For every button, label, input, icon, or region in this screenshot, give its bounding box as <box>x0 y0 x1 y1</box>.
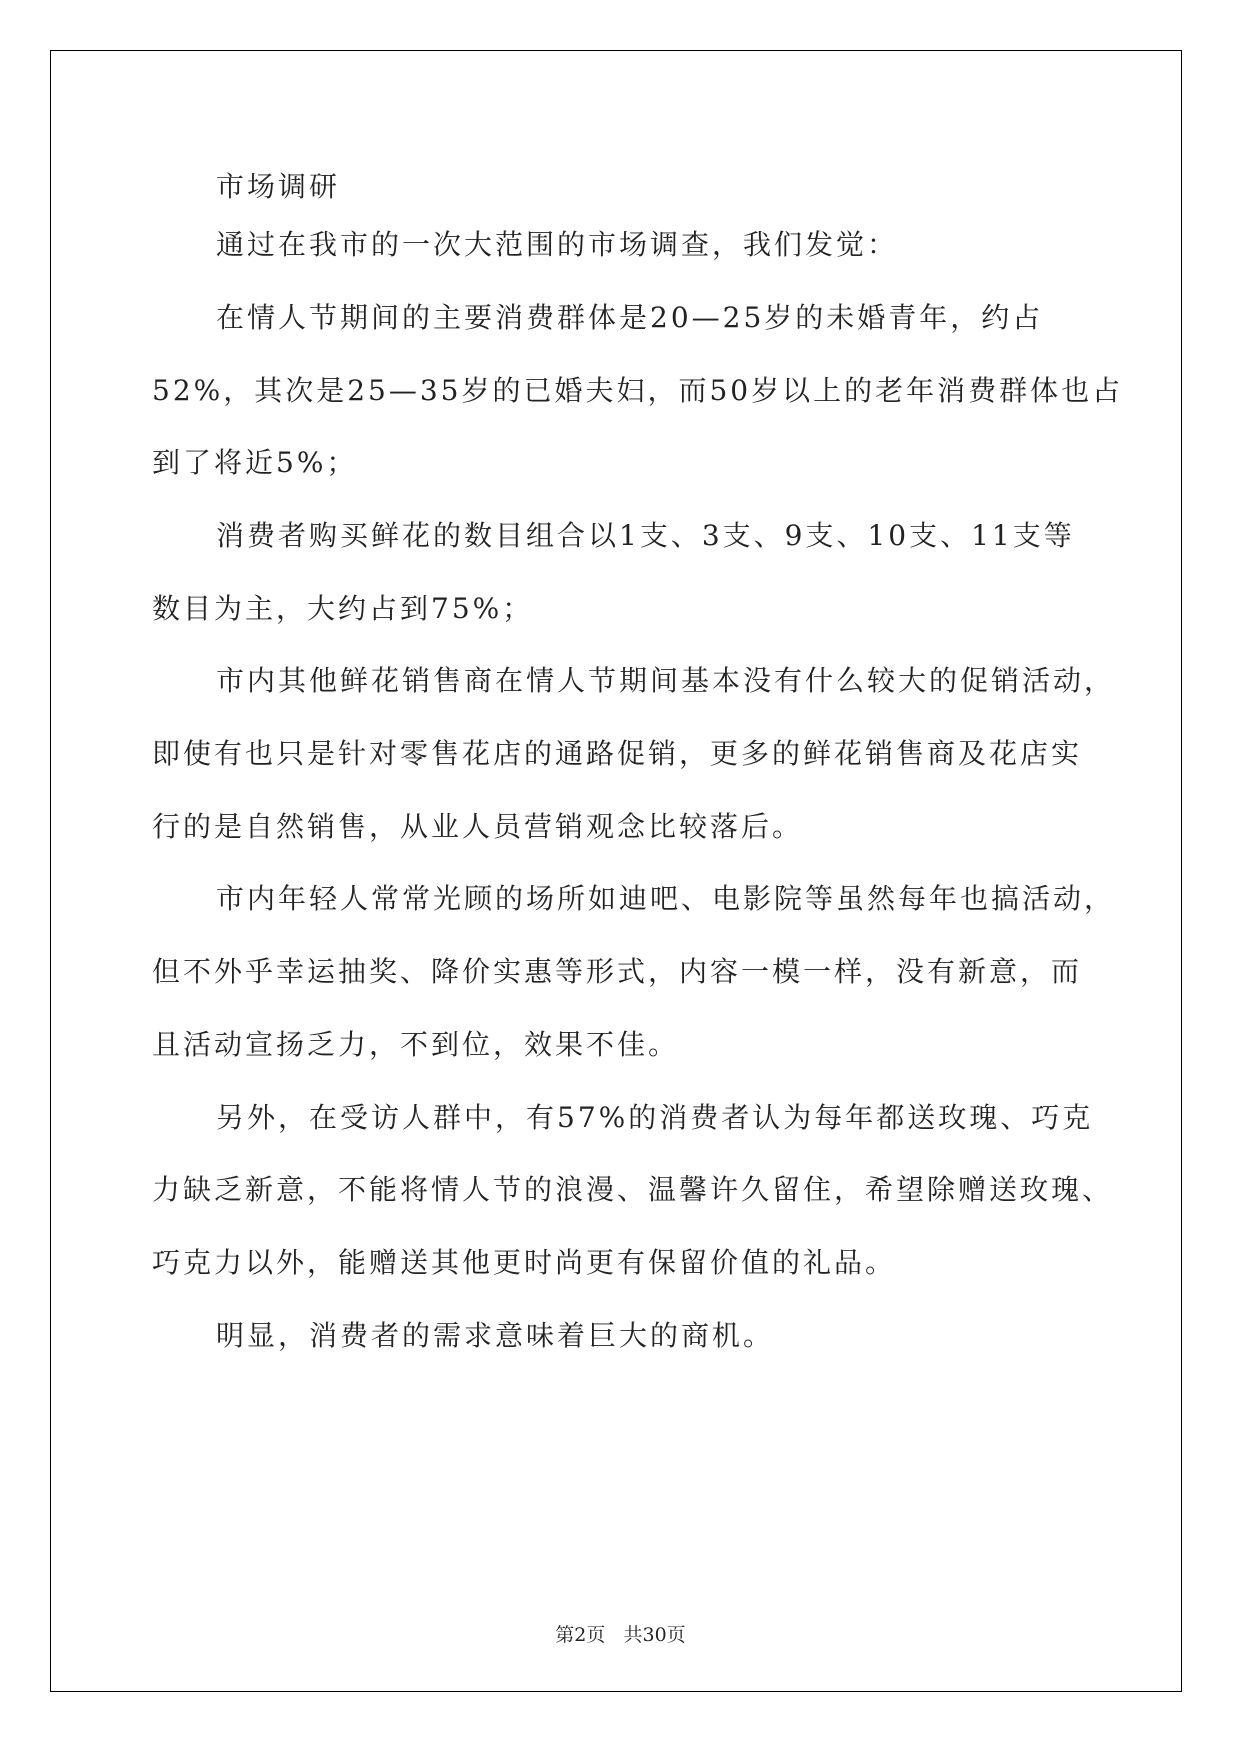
paragraph-line: 力缺乏新意，不能将情人节的浪漫、温馨许久留住，希望除赠送玫瑰、 <box>152 1173 1114 1206</box>
paragraph-line: 通过在我市的一次大范围的市场调查，我们发觉： <box>216 228 899 261</box>
paragraph-line: 市内年轻人常常光顾的场所如迪吧、电影院等虽然每年也搞活动， <box>216 882 1116 915</box>
paragraph-line: 明显，消费者的需求意味着巨大的商机。 <box>216 1319 775 1352</box>
paragraph-line: 市内其他鲜花销售商在情人节期间基本没有什么较大的促销活动， <box>216 664 1116 697</box>
page-number-footer: 第2页 共30页 <box>555 1624 686 1646</box>
paragraph-line: 但不外乎幸运抽奖、降价实惠等形式，内容一模一样，没有新意，而 <box>152 955 1083 988</box>
paragraph-line: 行的是自然销售，从业人员营销观念比较落后。 <box>152 810 804 843</box>
paragraph-line: 且活动宣扬乏力，不到位，效果不佳。 <box>152 1028 680 1061</box>
paragraph-line: 数目为主，大约占到75%； <box>152 592 534 625</box>
paragraph-line: 巧克力以外，能赠送其他更时尚更有保留价值的礼品。 <box>152 1246 897 1279</box>
paragraph-line: 52%，其次是25—35岁的已婚夫妇，而50岁以上的老年消费群体也占 <box>152 374 1124 407</box>
paragraph-line: 另外，在受访人群中，有57%的消费者认为每年都送玫瑰、巧克 <box>216 1101 1094 1134</box>
paragraph-line: 在情人节期间的主要消费群体是20—25岁的未婚青年，约占 <box>216 301 1044 334</box>
paragraph-line: 即使有也只是针对零售花店的通路促销，更多的鲜花销售商及花店实 <box>152 737 1083 770</box>
section-heading: 市场调研 <box>216 170 341 203</box>
paragraph-line: 消费者购买鲜花的数目组合以1支、3支、9支、10支、11支等 <box>216 519 1075 552</box>
paragraph-line: 到了将近5%； <box>152 446 358 479</box>
page-border <box>50 50 1182 1692</box>
